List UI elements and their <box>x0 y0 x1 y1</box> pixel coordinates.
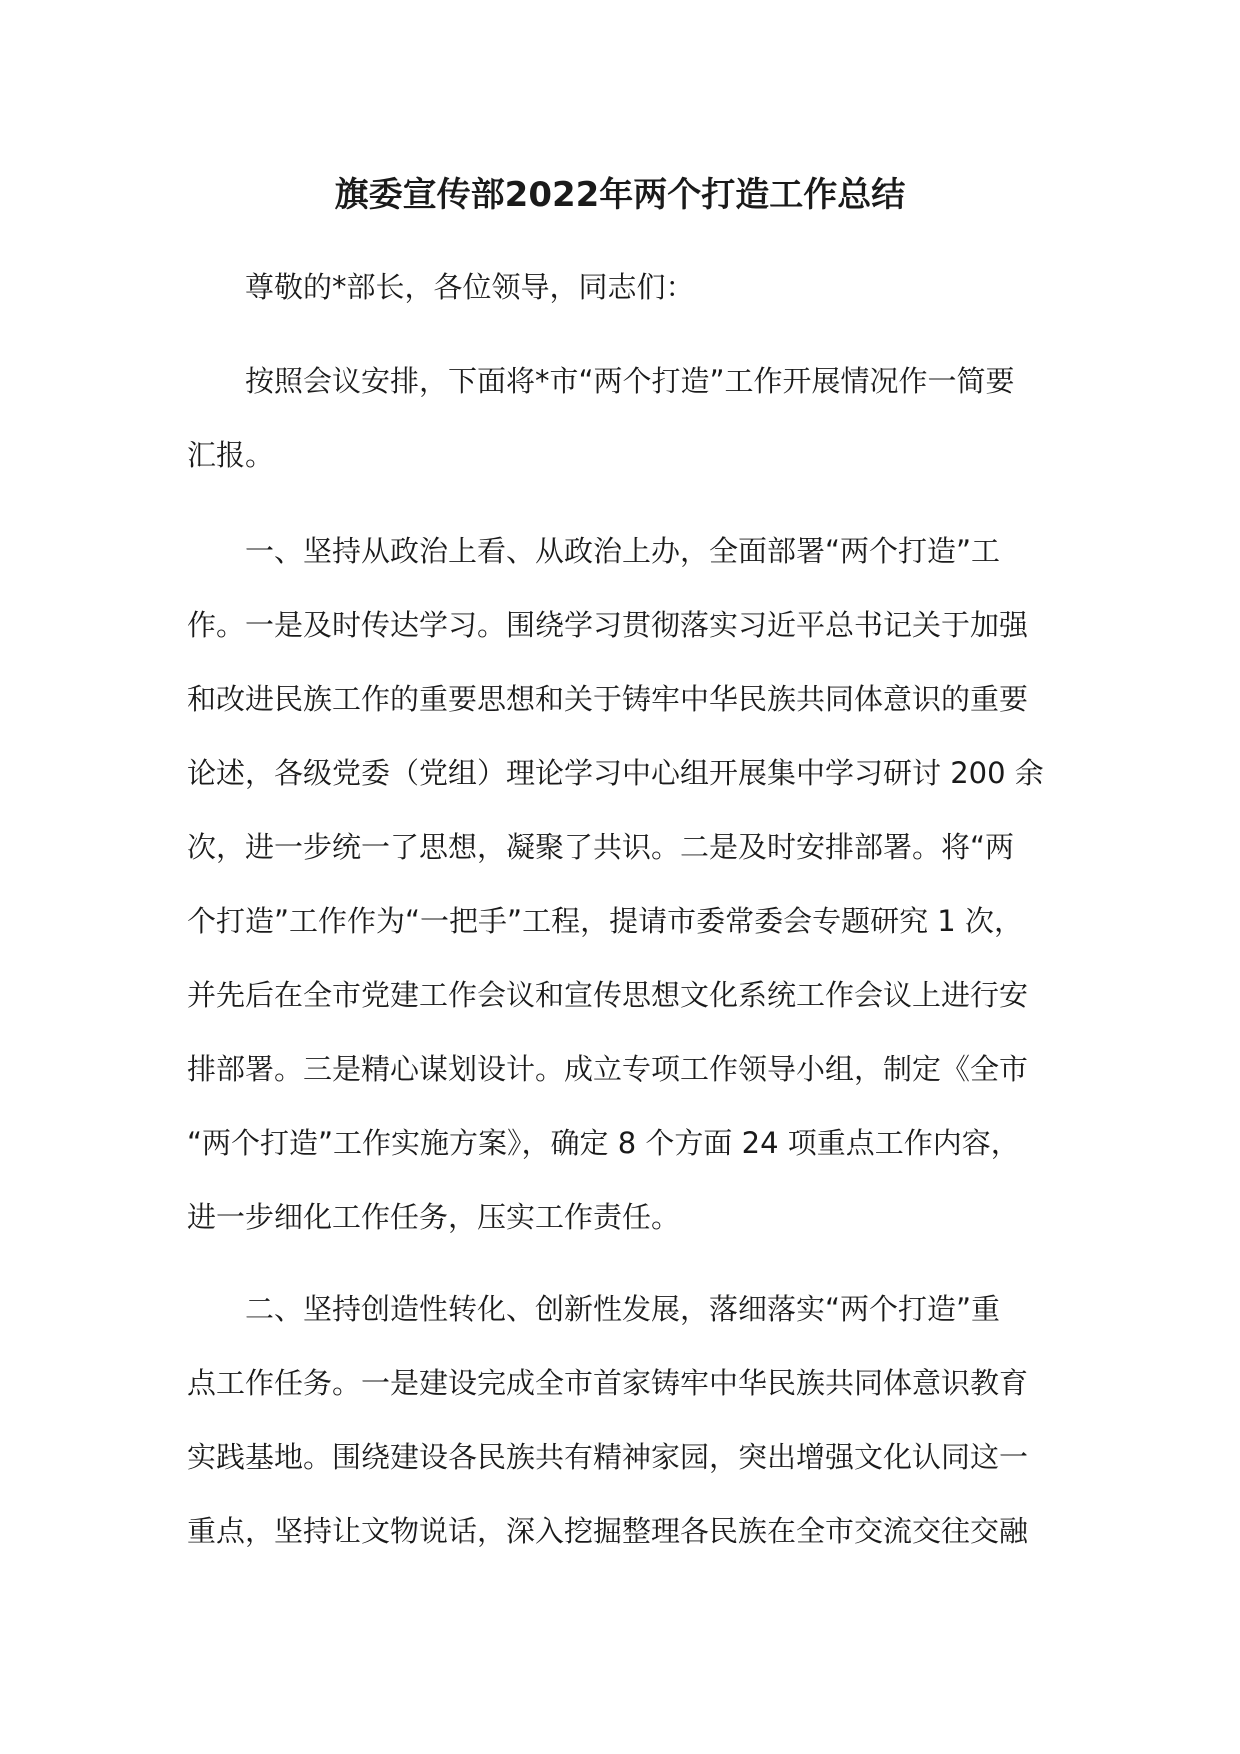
text-line: 论述，各级党委（党组）理论学习中心组开展集中学习研讨 200 余 <box>187 756 1044 790</box>
text-line: 并先后在全市党建工作会议和宣传思想文化系统工作会议上进行安 <box>187 978 1029 1012</box>
text-line: 点工作任务。一是建设完成全市首家铸牢中华民族共同体意识教育 <box>187 1366 1029 1400</box>
text-line: 重点，坚持让文物说话，深入挖掘整理各民族在全市交流交往交融 <box>187 1514 1029 1548</box>
text-line: 作。一是及时传达学习。围绕学习贯彻落实习近平总书记关于加强 <box>187 608 1029 642</box>
text-line: 汇报。 <box>187 438 275 472</box>
section-one-paragraph <box>187 514 1083 1254</box>
text-line: “两个打造”工作实施方案》，确定 8 个方面 24 项重点工作内容， <box>187 1126 1020 1160</box>
text-line: 按照会议安排，下面将*市“两个打造”工作开展情况作一简要 <box>245 364 1015 398</box>
text-line: 个打造”工作作为“一把手”工程，提请市委常委会专题研究 1 次， <box>187 904 1023 938</box>
text-line: 排部署。三是精心谋划设计。成立专项工作领导小组，制定《全市 <box>187 1052 1029 1086</box>
text-line: 次，进一步统一了思想，凝聚了共识。二是及时安排部署。将“两 <box>187 830 1015 864</box>
text-line: 和改进民族工作的重要思想和关于铸牢中华民族共同体意识的重要 <box>187 682 1029 716</box>
greeting-paragraph <box>187 250 1083 324</box>
intro-paragraph <box>187 344 1083 492</box>
text-line: 一、坚持从政治上看、从政治上办，全面部署“两个打造”工 <box>245 534 1001 568</box>
text-line: 进一步细化工作任务，压实工作责任。 <box>187 1200 681 1234</box>
section-two-paragraph <box>187 1272 1083 1568</box>
text-line: 二、坚持创造性转化、创新性发展，落细落实“两个打造”重 <box>245 1292 1001 1326</box>
document-title: 旗委宣传部2022年两个打造工作总结 <box>334 175 906 215</box>
text-line: 实践基地。围绕建设各民族共有精神家园，突出增强文化认同这一 <box>187 1440 1029 1474</box>
text-line: 尊敬的*部长，各位领导，同志们： <box>245 270 695 304</box>
